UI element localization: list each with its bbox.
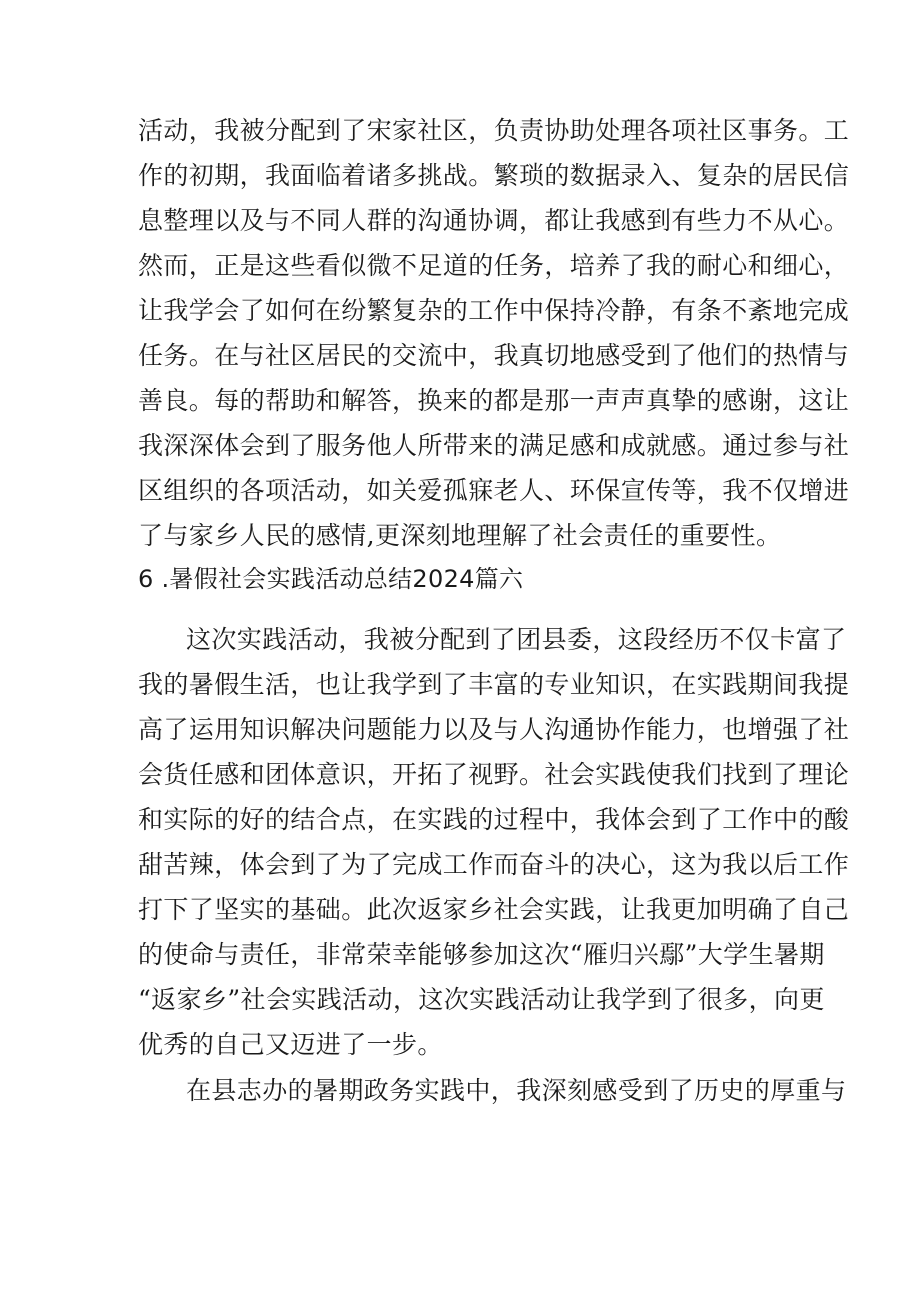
text-line: 我深深体会到了服务他人所带来的满足感和成就感。通过参与社 xyxy=(138,431,850,460)
text-line: 打下了坚实的基础。此次返家乡社会实践，让我更加明确了自己 xyxy=(138,895,850,924)
text-line: 优秀的自己又迈进了一步。 xyxy=(138,1030,443,1059)
text-line: 然而，正是这些看似微不足道的任务，培养了我的耐心和细心， xyxy=(138,251,850,280)
text-line: 这次实践活动，我被分配到了团县委，这段经历不仅卡富了 xyxy=(186,625,847,654)
text-line: 高了运用知识解决问题能力以及与人沟通协作能力，也增强了社 xyxy=(138,715,850,744)
text-line: 让我学会了如何在纷繁复杂的工作中保持冷静，有条不紊地完成 xyxy=(138,296,850,325)
text-line: 活动，我被分配到了宋家社区，负责协助处理各项社区事务。工 xyxy=(138,116,850,145)
text-line: 息整理以及与不同人群的沟通协调，都让我感到有些力不从心。 xyxy=(138,206,850,235)
text-line: 善良。每的帮助和解答，换来的都是那一声声真挚的感谢，这让 xyxy=(138,386,850,415)
text-line: 任务。在与社区居民的交流中，我真切地感受到了他们的热情与 xyxy=(138,341,850,370)
text-line: 在县志办的暑期政务实践中，我深刻感受到了历史的厚重与 xyxy=(186,1076,847,1105)
text-line: 和实际的好的结合点，在实践的过程中，我体会到了工作中的酸 xyxy=(138,805,850,834)
text-line: 作的初期，我面临着诸多挑战。繁琐的数据录入、复杂的居民信 xyxy=(138,161,850,190)
text-line: 了与家乡人民的感情,更深刻地理解了社会责任的重要性。 xyxy=(138,521,782,550)
text-line: 甜苦辣，体会到了为了完成工作而奋斗的决心，这为我以后工作 xyxy=(138,850,850,879)
text-line: 区组织的各项活动，如关爱孤寐老人、环保宣传等，我不仅增进 xyxy=(138,476,850,505)
text-line: 会货任感和团体意识，开拓了视野。社会实践使我们找到了理论 xyxy=(138,760,850,789)
section-heading: 6 .暑假社会实践活动总结2024篇六 xyxy=(138,565,524,593)
text-line: 我的暑假生活，也让我学到了丰富的专业知识，在实践期间我提 xyxy=(138,670,850,699)
text-line: 的使命与责任，非常荣幸能够参加这次“雁归兴鄢”大学生暑期 xyxy=(138,940,825,969)
text-line: “返家乡”社会实践活动，这次实践活动让我学到了很多，向更 xyxy=(138,985,825,1014)
